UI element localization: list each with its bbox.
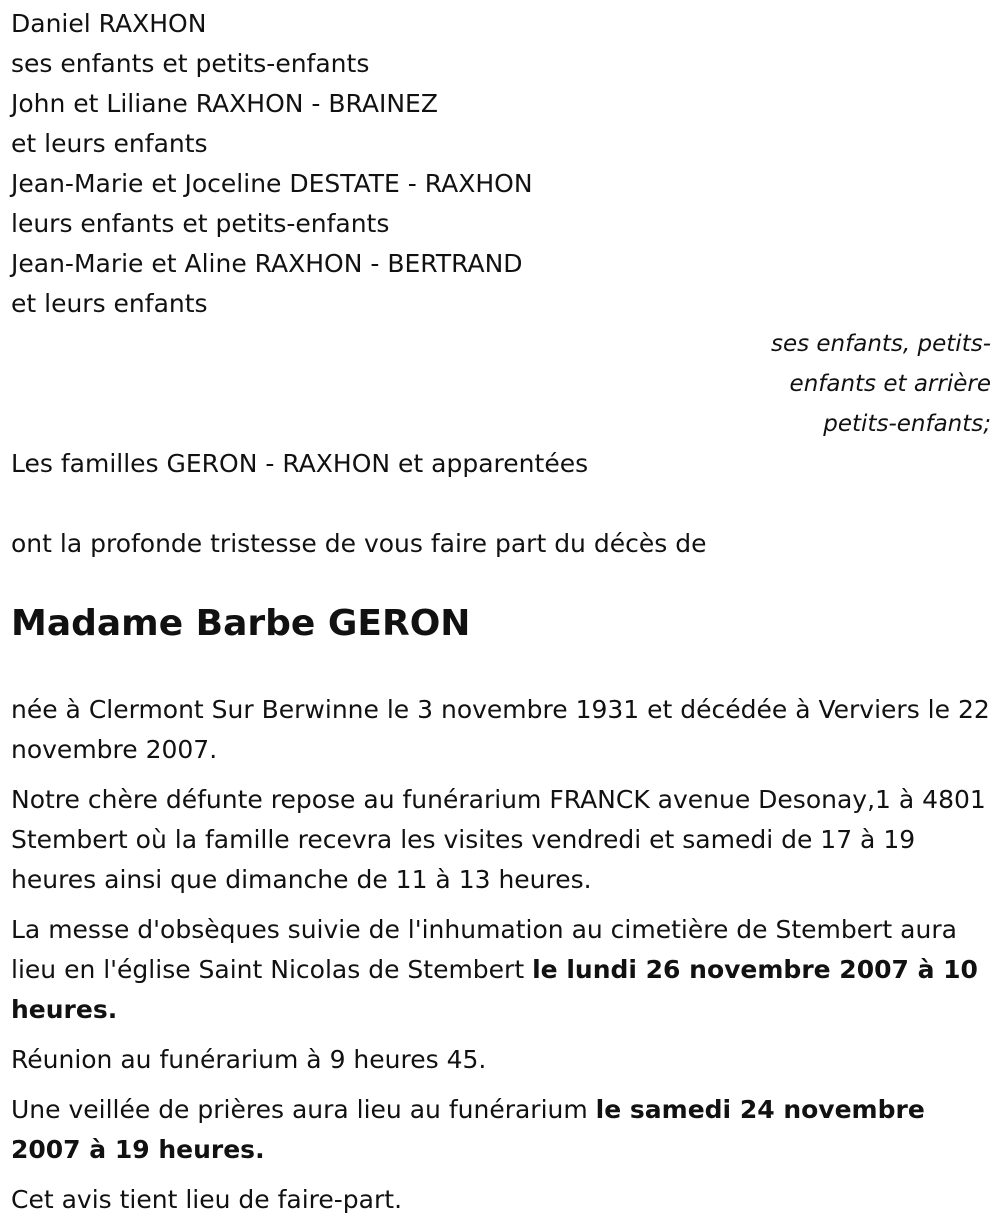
vigil-text: Une veillée de prières aura lieu au funérarium: [11, 1095, 596, 1124]
family-line: ses enfants et petits-enfants: [11, 49, 370, 78]
birth-death-paragraph: née à Clermont Sur Berwinne le 3 novembre 1931 et décédée à Verviers le 22 novembre 2007.: [11, 695, 990, 764]
family-line: Jean-Marie et Joceline DESTATE - RAXHON: [11, 169, 533, 198]
aside-line: enfants et arrière: [789, 371, 991, 397]
deceased-name: Madame Barbe GERON: [11, 603, 471, 644]
family-list: [11, 4, 991, 324]
mass-date: le lundi 26 novembre 2007 à 10 heures.: [11, 955, 978, 1024]
aside-line: ses enfants, petits-: [770, 331, 991, 357]
grandchildren-aside: [11, 324, 991, 444]
obituary-notice: [11, 4, 991, 1220]
family-line: Daniel RAXHON: [11, 9, 207, 38]
announcement-intro: ont la profonde tristesse de vous faire part du décès de: [11, 529, 707, 558]
families-line: Les familles GERON - RAXHON et apparentées: [11, 449, 589, 478]
mass-paragraph: [11, 910, 991, 1030]
mass-text: La messe d'obsèques suivie de l'inhumation au cimetière de Stembert aura lieu en l'église Saint Nicolas de Stembert: [11, 915, 957, 984]
family-line: leurs enfants et petits-enfants: [11, 209, 390, 238]
family-line: et leurs enfants: [11, 289, 208, 318]
closing-paragraph: Cet avis tient lieu de faire-part.: [11, 1185, 403, 1214]
family-line: John et Liliane RAXHON - BRAINEZ: [11, 89, 438, 118]
vigil-paragraph: [11, 1090, 991, 1170]
aside-line: petits-enfants;: [823, 411, 991, 437]
family-line: Jean-Marie et Aline RAXHON - BERTRAND: [11, 249, 523, 278]
reunion-paragraph: Réunion au funérarium à 9 heures 45.: [11, 1045, 487, 1074]
family-line: et leurs enfants: [11, 129, 208, 158]
funerarium-paragraph: Notre chère défunte repose au funérarium FRANCK avenue Desonay,1 à 4801 Stembert où la famille recevra les visites vendredi et samedi de 17 à 19 heures ainsi que dimanche de 11 à 13 heures.: [11, 785, 986, 894]
vigil-date: le samedi 24 novembre 2007 à 19 heures.: [11, 1095, 925, 1164]
